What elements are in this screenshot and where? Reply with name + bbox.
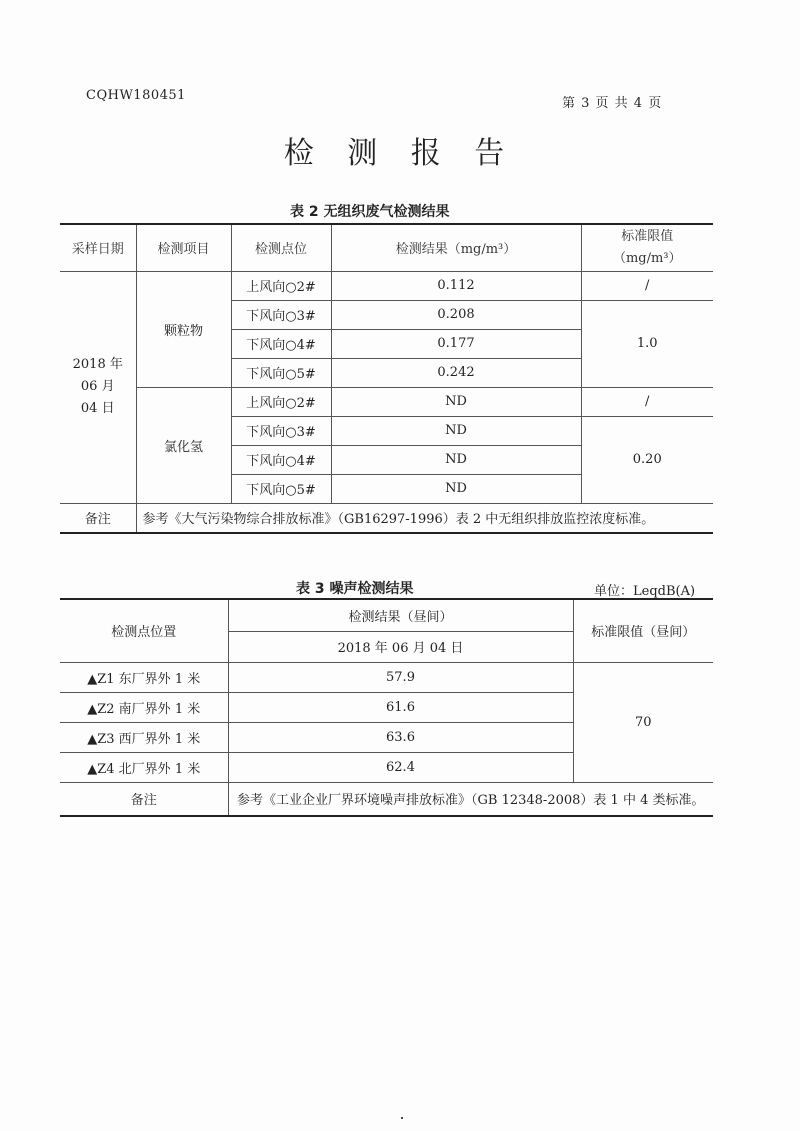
report-title: 检 测 报 告 <box>283 136 517 171</box>
item-name: 颗粒物 <box>136 271 231 387</box>
header-date: 采样日期 <box>60 224 136 271</box>
limit-upwind: / <box>581 387 713 416</box>
location: ▲Z3 西厂界外 1 米 <box>60 722 228 752</box>
date-line1: 2018 年 <box>72 357 123 372</box>
point: 下风向○5# <box>231 474 331 503</box>
result: 0.242 <box>331 358 581 387</box>
noise-value: 63.6 <box>228 722 573 752</box>
header-limit <box>581 224 713 271</box>
point: 下风向○4# <box>231 445 331 474</box>
point: 下风向○3# <box>231 300 331 329</box>
noise-limit: 70 <box>573 662 713 782</box>
header-result: 检测结果（mg/m³） <box>331 224 581 271</box>
result: ND <box>331 416 581 445</box>
point: 上风向○2# <box>231 387 331 416</box>
date-line3: 04 日 <box>80 401 115 416</box>
noise-value: 57.9 <box>228 662 573 692</box>
noise-value: 61.6 <box>228 692 573 722</box>
remark-label: 备注 <box>60 782 228 816</box>
table2 <box>60 223 713 534</box>
result: 0.177 <box>331 329 581 358</box>
remark-text: 参考《工业企业厂界环境噪声排放标准》（GB 12348-2008）表 1 中 4 类标准。 <box>228 782 713 816</box>
header-point: 检测点位 <box>231 224 331 271</box>
report-code: CQHW180451 <box>86 88 186 103</box>
remark-label: 备注 <box>60 503 136 533</box>
noise-value: 62.4 <box>228 752 573 782</box>
page-number: 第 3 页 共 4 页 <box>562 96 663 111</box>
header-limit-line2: （mg/m³） <box>612 250 682 266</box>
result: 0.208 <box>331 300 581 329</box>
result: ND <box>331 387 581 416</box>
point: 上风向○2# <box>231 271 331 300</box>
header-limit: 标准限值（昼间） <box>573 599 713 662</box>
point: 下风向○3# <box>231 416 331 445</box>
remark-text: 参考《大气污染物综合排放标准》（GB16297-1996）表 2 中无组织排放监控浓度标准。 <box>136 503 713 533</box>
point: 下风向○5# <box>231 358 331 387</box>
table3-unit: 单位：LeqdB(A) <box>594 584 696 599</box>
date-line2: 06 月 <box>80 379 115 394</box>
result: ND <box>331 474 581 503</box>
sampling-date <box>60 271 136 503</box>
table3 <box>60 598 713 817</box>
result: ND <box>331 445 581 474</box>
scan-speck <box>401 1117 403 1119</box>
table2-caption: 表 2 无组织废气检测结果 <box>290 204 450 220</box>
limit-upwind: / <box>581 271 713 300</box>
location: ▲Z1 东厂界外 1 米 <box>60 662 228 692</box>
header-result: 检测结果（昼间） <box>228 599 573 631</box>
header-date: 2018 年 06 月 04 日 <box>228 631 573 662</box>
header-limit-line1: 标准限值 <box>621 228 674 244</box>
location: ▲Z4 北厂界外 1 米 <box>60 752 228 782</box>
location: ▲Z2 南厂界外 1 米 <box>60 692 228 722</box>
result: 0.112 <box>331 271 581 300</box>
header-location: 检测点位置 <box>60 599 228 662</box>
item-name: 氯化氢 <box>136 387 231 503</box>
limit-downwind: 0.20 <box>581 416 713 503</box>
header-item: 检测项目 <box>136 224 231 271</box>
limit-downwind: 1.0 <box>581 300 713 387</box>
table3-caption: 表 3 噪声检测结果 <box>296 581 414 597</box>
point: 下风向○4# <box>231 329 331 358</box>
